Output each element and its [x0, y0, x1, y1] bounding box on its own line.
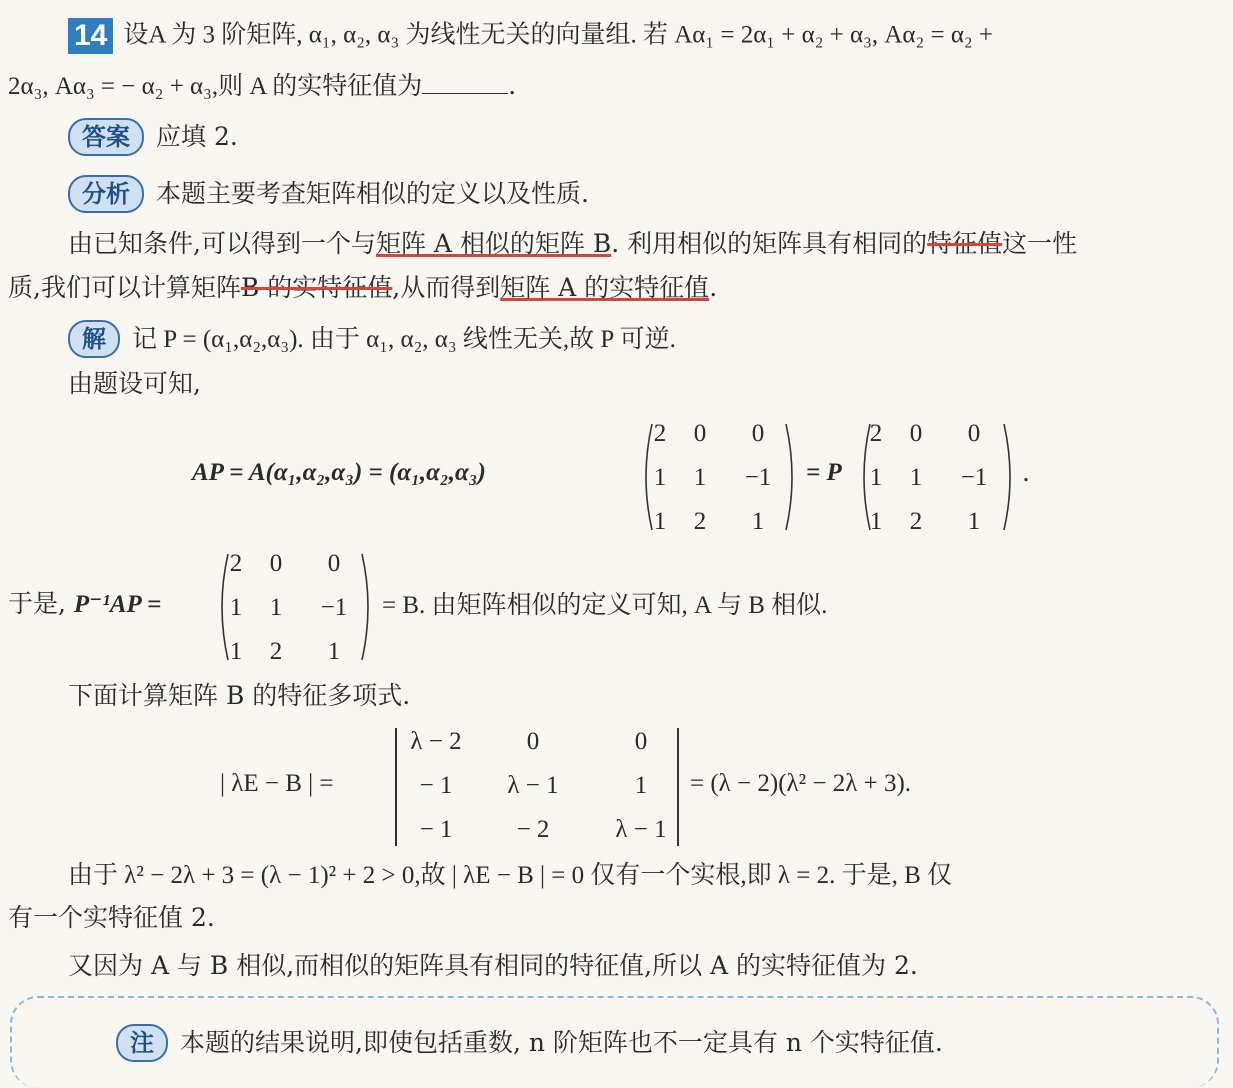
- m2-cell: 2: [909, 508, 923, 535]
- eq2-rhs: = B. 由矩阵相似的定义可知, A 与 B 相似.: [382, 592, 828, 619]
- m1-cell: 1: [693, 464, 707, 491]
- det-cell: − 1: [419, 816, 453, 843]
- m3-cell: 1: [327, 638, 341, 665]
- m1-cell: 1: [653, 464, 667, 491]
- eq1-end: .: [1022, 458, 1030, 487]
- det-cell: − 1: [419, 772, 453, 799]
- analysis-para-2a: 质,我们可以计算矩阵: [8, 273, 241, 302]
- answer-tag: 答案: [68, 118, 144, 156]
- eq2-lhs-b: P⁻¹AP =: [73, 591, 162, 618]
- m1-cell: 1: [653, 508, 667, 535]
- m2-cell: 2: [869, 420, 883, 447]
- problem-line-1: [68, 18, 993, 54]
- analysis-mark-similar: 矩阵 A 相似的矩阵 B: [375, 229, 612, 258]
- solution-line-1: [68, 320, 676, 358]
- analysis-para-1b: . 利用相似的矩阵具有相同的: [611, 229, 928, 258]
- m3-cell: −1: [320, 594, 348, 621]
- det-right-bar: [677, 728, 679, 846]
- m2-cell: 0: [967, 420, 981, 447]
- analysis-text: 本题主要考查矩阵相似的定义以及性质.: [156, 179, 589, 208]
- eq2-lhs-a: 于是,: [8, 589, 74, 618]
- note-line: [116, 1024, 943, 1062]
- answer-blank: [422, 71, 508, 94]
- m1-cell: 0: [751, 420, 765, 447]
- problem-line-2: [8, 70, 516, 103]
- det-cell: 1: [634, 772, 648, 799]
- det-cell: 0: [526, 728, 540, 755]
- analysis-mark-eigen: 特征值: [927, 229, 1003, 258]
- solution-text-1: 记 P = (α₁,α₂,α₃). 由于 α₁, α₂, α₃ 线性无关,故 P 可逆.: [132, 326, 676, 353]
- m3-cell: 1: [229, 638, 243, 665]
- m1-cell: −1: [744, 464, 772, 491]
- analysis-mark-b: B 的实特征值: [240, 273, 393, 302]
- m2-cell: 1: [869, 508, 883, 535]
- m2-cell: 1: [869, 464, 883, 491]
- analysis-para-2b: ,从而得到: [392, 273, 501, 302]
- solution-line-2: 由题设可知,: [68, 369, 201, 398]
- m1-cell: 2: [653, 420, 667, 447]
- problem-text-1: 设A 为 3 阶矩阵, α₁, α₂, α₃ 为线性无关的向量组. 若 Aα₁ = 2α₁ + α₂ + α₃, Aα₂ = α₂ +: [123, 21, 993, 49]
- analysis-para-1: [68, 228, 1077, 260]
- note-tag: 注: [116, 1024, 168, 1062]
- analysis-para-2c: .: [709, 273, 718, 302]
- analysis-para-1a: 由已知条件,可以得到一个与: [68, 229, 376, 258]
- m3-cell: 2: [229, 550, 243, 577]
- m1-cell: 0: [693, 420, 707, 447]
- m3-cell: 1: [229, 594, 243, 621]
- m3-cell: 0: [269, 550, 283, 577]
- analysis-mark-a: 矩阵 A 的实特征值: [500, 273, 710, 302]
- det-cell: 0: [634, 728, 648, 755]
- m3-cell: 2: [269, 638, 283, 665]
- solution-line-3: 下面计算矩阵 B 的特征多项式.: [68, 681, 411, 710]
- problem-text-2: 2α₃, Aα₃ = − α₂ + α₃,则 A 的实特征值为: [8, 73, 423, 100]
- eq1-matrix-1: [648, 412, 788, 544]
- solution-tag: 解: [68, 320, 120, 358]
- det-cell: − 2: [516, 816, 550, 843]
- answer-text: 应填 2.: [156, 122, 238, 151]
- problem-text-2-end: .: [508, 71, 517, 100]
- analysis-para-2: [8, 272, 717, 304]
- det-left-bar: [395, 728, 397, 846]
- det-rhs: = (λ − 2)(λ² − 2λ + 3).: [690, 770, 912, 797]
- m2-cell: −1: [960, 464, 988, 491]
- m1-cell: 2: [693, 508, 707, 535]
- solution-line-5: 有一个实特征值 2.: [8, 903, 215, 932]
- m2-cell: 1: [909, 464, 923, 491]
- problem-number: 14: [68, 18, 113, 54]
- m2-cell: 1: [967, 508, 981, 535]
- solution-line-6: 又因为 A 与 B 相似,而相似的矩阵具有相同的特征值,所以 A 的实特征值为 2.: [68, 951, 918, 980]
- analysis-line: [68, 175, 589, 213]
- analysis-para-1c: 这一性: [1002, 229, 1078, 258]
- analysis-tag: 分析: [68, 175, 144, 213]
- det-lhs: | λE − B | =: [220, 770, 334, 797]
- m1-cell: 1: [751, 508, 765, 535]
- answer-line: [68, 118, 238, 156]
- eq2-lhs: [8, 588, 161, 621]
- det-cell: λ − 1: [615, 816, 667, 843]
- eq1-matrix-2: [864, 412, 1004, 544]
- det-cell: λ − 1: [507, 772, 559, 799]
- eq2-matrix: [224, 542, 364, 674]
- solution-line-4: 由于 λ² − 2λ + 3 = (λ − 1)² + 2 > 0,故 | λE − B | = 0 仅有一个实根,即 λ = 2. 于是, B 仅: [68, 862, 953, 889]
- det-matrix: [400, 720, 688, 852]
- note-text: 本题的结果说明,即使包括重数, n 阶矩阵也不一定具有 n 个实特征值.: [180, 1028, 943, 1057]
- m3-cell: 1: [269, 594, 283, 621]
- m2-cell: 0: [909, 420, 923, 447]
- det-cell: λ − 2: [410, 728, 462, 755]
- eq1-mid: = P: [806, 459, 842, 486]
- eq1-lhs: AP = A(α₁,α₂,α₃) = (α₁,α₂,α₃): [192, 459, 486, 486]
- m3-cell: 0: [327, 550, 341, 577]
